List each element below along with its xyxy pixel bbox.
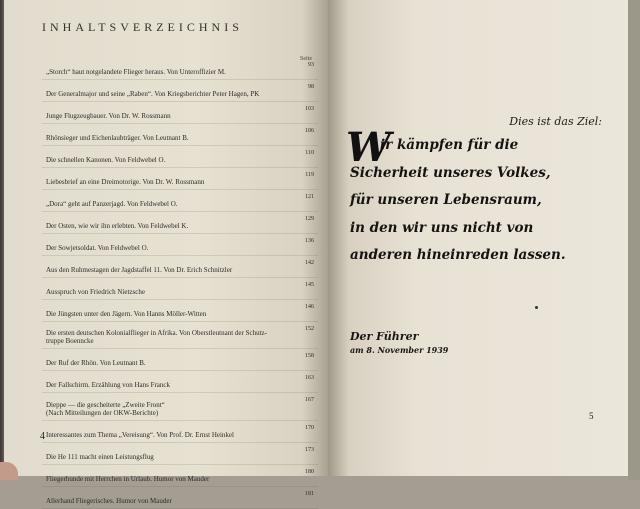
toc-entry-title: Allerhand Fliegerisches. Humor von Mauder	[46, 497, 172, 505]
toc-entry-title: Junge Flugzeugbauer. Von Dr. W. Rossmann	[46, 112, 171, 120]
toc-entry-title: Aus den Ruhmestagen der Jagdstaffel 11. Von Dr. Erich Schnitzler	[46, 266, 233, 274]
quote-line: anderen hineinreden lassen.	[350, 247, 566, 263]
toc-entry	[42, 256, 318, 278]
toc-entry-title: „Storch“ haut notgelandete Flieger heraus. Von Unteroffizier M.	[46, 68, 226, 76]
toc-entry-title: Der Ruf der Rhön. Von Leutnant B.	[46, 359, 146, 367]
toc-list	[42, 58, 318, 509]
toc-entry	[42, 278, 318, 300]
toc-entry-page: 170	[305, 425, 314, 431]
left-page-number: 4	[40, 431, 45, 442]
toc-entry	[42, 212, 318, 234]
toc-entry-page: 146	[305, 304, 314, 310]
toc-entry-page: 129	[305, 216, 314, 222]
toc-entry	[42, 393, 318, 421]
toc-entry-title: Interessantes zum Thema „Vereisung“. Von Prof. Dr. Ernst Heinkel	[46, 431, 234, 439]
toc-entry	[42, 421, 318, 443]
fuehrer-quote	[346, 124, 610, 270]
toc-entry	[42, 234, 318, 256]
toc-entry-title: Der Generalmajor und seine „Raben“. Von Kriegsberichter Peter Hagen, PK	[46, 90, 260, 98]
quote-line: Sicherheit unseres Volkes,	[350, 164, 551, 181]
toc-entry-title: Rhönsieger und Eichenlaubträger. Von Leutnant B.	[46, 134, 189, 142]
toc-entry-page: 142	[305, 260, 314, 266]
toc-entry	[42, 300, 318, 322]
toc-entry-page: 119	[305, 172, 314, 178]
toc-entry	[42, 58, 318, 80]
toc-entry-page: 181	[305, 491, 314, 497]
toc-entry-title: Die schnellen Kanonen. Von Feldwebel O.	[46, 156, 166, 164]
toc-entry-page: 103	[305, 106, 314, 112]
toc-entry-title: Liebesbrief an eine Dreimotorige. Von Dr. W. Rossmann	[46, 178, 205, 186]
toc-entry	[42, 322, 318, 349]
toc-entry-page: 93	[308, 62, 314, 68]
toc-entry-page: 152	[305, 326, 314, 332]
quote-line: in den wir uns nicht von	[350, 219, 534, 236]
toc-entry	[42, 190, 318, 212]
toc-entry-page: 173	[305, 447, 314, 453]
toc-entry-page: 121	[305, 194, 314, 200]
toc-entry	[42, 371, 318, 393]
quote-initial: W	[346, 124, 391, 171]
toc-entry-page: 110	[305, 150, 314, 156]
toc-entry	[42, 465, 318, 487]
quote-line: für unseren Lebensraum,	[350, 192, 542, 208]
quote-author: Der Führer	[350, 330, 419, 343]
toc-entry	[42, 146, 318, 168]
toc-entry-title: Der Fallschirm. Erzählung von Hans Franck	[46, 381, 171, 389]
toc-entry-title: Ausspruch von Friedrich Nietzsche	[46, 288, 145, 296]
toc-entry-page: 167	[305, 397, 314, 403]
toc-entry	[42, 102, 318, 124]
toc-entry	[42, 443, 318, 465]
toc-entry	[42, 349, 318, 371]
toc-heading: INHALTSVERZEICHNIS	[42, 20, 243, 34]
toc-entry-page: 136	[305, 238, 314, 244]
toc-entry-page: 98	[308, 84, 314, 90]
toc-entry-title: Der Sowjetsoldat. Von Feldwebel O.	[46, 244, 149, 252]
toc-entry-title: Der Osten, wie wir ihn erlebten. Von Feldwebel K.	[46, 222, 189, 230]
ornament-dot	[535, 306, 538, 309]
motto-label: Dies ist das Ziel:	[509, 115, 602, 128]
toc-entry	[42, 80, 318, 102]
toc-entry-title: Fliegerhunde mit Herrchen in Urlaub. Humor von Mauder	[46, 475, 210, 483]
toc-entry	[42, 124, 318, 146]
page-column-label: Seite	[300, 56, 312, 62]
toc-entry-title: Die Jüngsten unter den Jägern. Von Hanns Möller-Witten	[46, 310, 207, 318]
toc-entry-page: 145	[305, 282, 314, 288]
toc-entry	[42, 168, 318, 190]
toc-entry-title: Die ersten deutschen Kolonialflieger in Afrika. Von Oberstleutnant der Schutz- truppe Boenncke	[46, 329, 267, 345]
right-page-number: 5	[589, 411, 594, 421]
toc-entry	[42, 487, 318, 509]
toc-entry-page: 163	[305, 375, 314, 381]
toc-entry-page: 106	[305, 128, 314, 134]
toc-entry-title: Die He 111 macht einen Leistungsflug	[46, 453, 154, 461]
toc-entry-title: Dieppe — die gescheiterte „Zweite Front“ (Nach Mitteilungen der OKW-Berichte)	[46, 401, 165, 417]
toc-entry-title: „Dora“ geht auf Panzerjagd. Von Feldwebel O.	[46, 200, 178, 208]
quote-date: am 8. November 1939	[350, 345, 449, 355]
toc-entry-page: 180	[305, 469, 314, 475]
quote-line: ir kämpfen für die	[380, 137, 519, 153]
table-background	[628, 0, 640, 480]
left-page	[4, 0, 328, 505]
toc-entry-page: 158	[305, 353, 314, 359]
